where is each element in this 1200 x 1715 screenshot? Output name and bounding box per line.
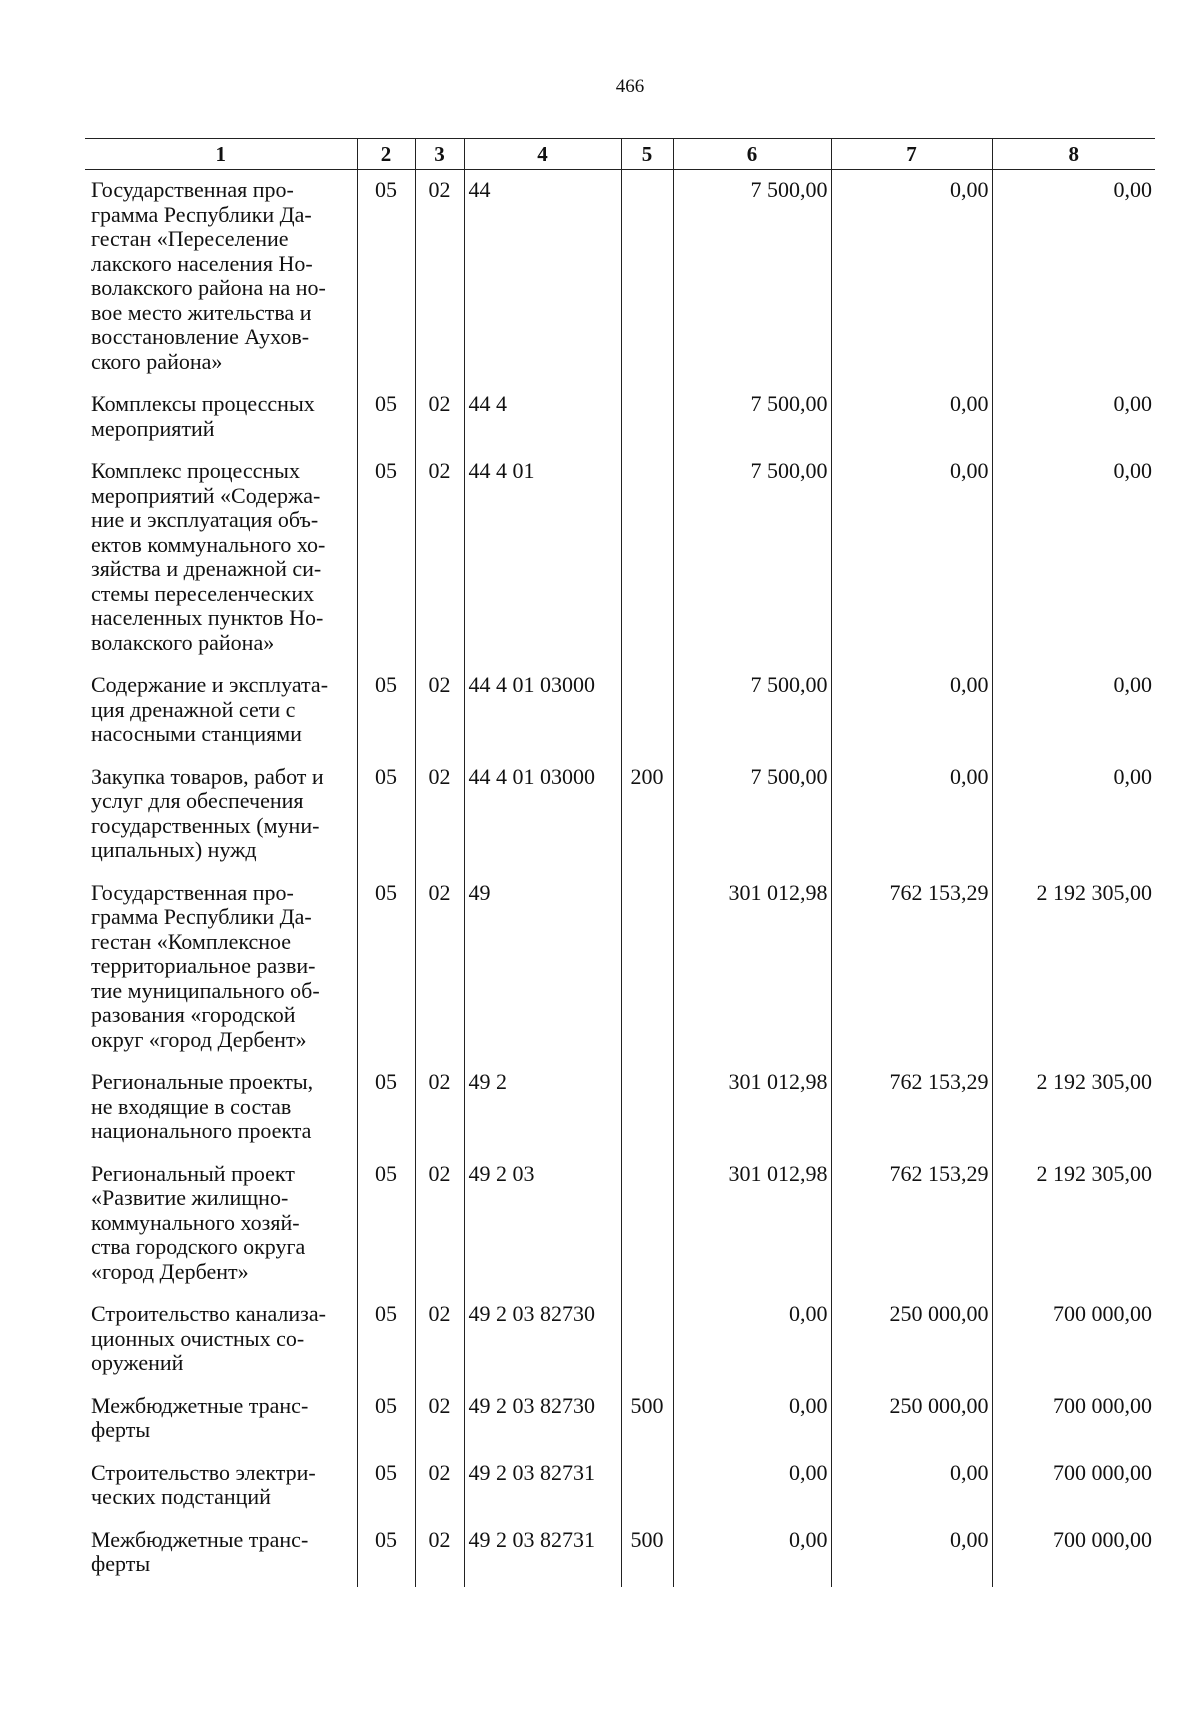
amount-col8: 700 000,00 xyxy=(992,1453,1155,1520)
table-row xyxy=(85,451,1155,665)
table-row xyxy=(85,757,1155,873)
amount-col7: 250 000,00 xyxy=(831,1294,992,1386)
section-code: 05 xyxy=(357,1154,415,1295)
row-name-line: Комплексы процессных xyxy=(91,391,315,416)
row-name-line: ского района» xyxy=(91,348,223,374)
row-name-line: Межбюджетные транс- xyxy=(91,1392,309,1418)
row-name-line: ционных очистных со- xyxy=(91,1325,305,1351)
subsection-code: 02 xyxy=(415,451,464,665)
row-name-line: Региональный проект xyxy=(91,1160,295,1186)
row-name-line: мероприятий xyxy=(91,415,215,441)
amount-col8: 2 192 305,00 xyxy=(992,1154,1155,1295)
row-name-line: не входящие в состав xyxy=(91,1093,292,1119)
row-name xyxy=(85,1294,357,1386)
subsection-code: 02 xyxy=(415,1154,464,1295)
column-header-3: 3 xyxy=(415,139,464,170)
amount-col8: 0,00 xyxy=(992,665,1155,757)
row-name-line: мероприятий «Содержа- xyxy=(91,482,321,508)
target-article-code: 44 4 01 03000 xyxy=(464,757,621,873)
amount-col7: 762 153,29 xyxy=(831,1062,992,1154)
amount-col6: 301 012,98 xyxy=(673,1154,831,1295)
expense-type-code xyxy=(621,873,673,1063)
amount-col8: 700 000,00 xyxy=(992,1520,1155,1587)
target-article-code: 49 2 03 xyxy=(464,1154,621,1295)
amount-col7: 762 153,29 xyxy=(831,1154,992,1295)
amount-col7: 0,00 xyxy=(831,665,992,757)
row-name-line: национального проекта xyxy=(91,1118,312,1143)
section-code: 05 xyxy=(357,384,415,451)
target-article-code: 49 2 03 82730 xyxy=(464,1386,621,1453)
row-name-line: коммунального хозяй- xyxy=(91,1209,300,1235)
amount-col6: 0,00 xyxy=(673,1294,831,1386)
amount-col8: 0,00 xyxy=(992,384,1155,451)
row-name-line: Региональные проекты, xyxy=(91,1069,314,1094)
row-name xyxy=(85,384,357,451)
section-code: 05 xyxy=(357,665,415,757)
amount-col6: 7 500,00 xyxy=(673,170,831,385)
row-name-line: разования «городской xyxy=(91,1002,296,1027)
expense-type-code xyxy=(621,665,673,757)
subsection-code: 02 xyxy=(415,873,464,1063)
table-row xyxy=(85,170,1155,385)
budget-table xyxy=(85,138,1155,1587)
amount-col8: 700 000,00 xyxy=(992,1294,1155,1386)
target-article-code: 49 xyxy=(464,873,621,1063)
row-name-line: насосными станциями xyxy=(91,721,302,746)
target-article-code: 44 xyxy=(464,170,621,385)
row-name xyxy=(85,451,357,665)
target-article-code: 44 4 xyxy=(464,384,621,451)
amount-col6: 7 500,00 xyxy=(673,451,831,665)
amount-col6: 0,00 xyxy=(673,1386,831,1453)
header-row xyxy=(85,139,1155,170)
row-name-line: Межбюджетные транс- xyxy=(91,1526,309,1552)
amount-col6: 301 012,98 xyxy=(673,873,831,1063)
row-name-line: ферты xyxy=(91,1417,151,1442)
row-name xyxy=(85,1453,357,1520)
column-header-8: 8 xyxy=(992,139,1155,170)
amount-col7: 762 153,29 xyxy=(831,873,992,1063)
amount-col8: 2 192 305,00 xyxy=(992,1062,1155,1154)
row-name-line: волакского района на но- xyxy=(91,275,326,300)
row-name-line: Содержание и эксплуата- xyxy=(91,672,329,697)
section-code: 05 xyxy=(357,1294,415,1386)
row-name xyxy=(85,873,357,1063)
table-row xyxy=(85,1520,1155,1587)
section-code: 05 xyxy=(357,1520,415,1587)
row-name-line: тие муниципального об- xyxy=(91,977,320,1003)
row-name-line: ферты xyxy=(91,1551,151,1576)
subsection-code: 02 xyxy=(415,757,464,873)
row-name-line: ципальных) нужд xyxy=(91,837,257,862)
amount-col6: 7 500,00 xyxy=(673,384,831,451)
target-article-code: 44 4 01 03000 xyxy=(464,665,621,757)
row-name-line: территориальное разви- xyxy=(91,953,316,978)
row-name xyxy=(85,665,357,757)
expense-type-code xyxy=(621,384,673,451)
table-row xyxy=(85,1154,1155,1295)
row-name-line: Государственная про- xyxy=(91,879,294,905)
expense-type-code xyxy=(621,1062,673,1154)
row-name-line: оружений xyxy=(91,1350,184,1375)
target-article-code: 49 2 03 82731 xyxy=(464,1520,621,1587)
amount-col6: 7 500,00 xyxy=(673,665,831,757)
expense-type-code: 500 xyxy=(621,1386,673,1453)
amount-col8: 0,00 xyxy=(992,757,1155,873)
row-name-line: стемы переселенческих xyxy=(91,580,315,606)
subsection-code: 02 xyxy=(415,1062,464,1154)
target-article-code: 44 4 01 xyxy=(464,451,621,665)
section-code: 05 xyxy=(357,757,415,873)
amount-col6: 0,00 xyxy=(673,1453,831,1520)
row-name-line: услуг для обеспечения xyxy=(91,788,304,813)
row-name-line: ства городского округа xyxy=(91,1234,306,1259)
section-code: 05 xyxy=(357,451,415,665)
amount-col8: 700 000,00 xyxy=(992,1386,1155,1453)
row-name-line: населенных пунктов Но- xyxy=(91,605,324,630)
amount-col7: 0,00 xyxy=(831,451,992,665)
row-name xyxy=(85,757,357,873)
row-name-line: ектов коммунального хо- xyxy=(91,531,326,557)
amount-col6: 0,00 xyxy=(673,1520,831,1587)
amount-col6: 301 012,98 xyxy=(673,1062,831,1154)
subsection-code: 02 xyxy=(415,170,464,385)
row-name-line: «город Дербент» xyxy=(91,1258,249,1284)
column-header-1: 1 xyxy=(85,139,357,170)
expense-type-code xyxy=(621,1453,673,1520)
row-name-line: ческих подстанций xyxy=(91,1484,271,1509)
table-body xyxy=(85,170,1155,1587)
expense-type-code xyxy=(621,1294,673,1386)
table-row xyxy=(85,1062,1155,1154)
row-name-line: округ «город Дербент» xyxy=(91,1026,307,1052)
table-row xyxy=(85,873,1155,1063)
amount-col7: 0,00 xyxy=(831,170,992,385)
amount-col8: 0,00 xyxy=(992,170,1155,385)
row-name-line: Строительство электри- xyxy=(91,1459,316,1485)
row-name-line: зяйства и дренажной си- xyxy=(91,556,322,581)
expense-type-code xyxy=(621,451,673,665)
column-header-7: 7 xyxy=(831,139,992,170)
subsection-code: 02 xyxy=(415,384,464,451)
row-name xyxy=(85,1154,357,1295)
row-name-line: ние и эксплуатация объ- xyxy=(91,507,319,532)
amount-col7: 0,00 xyxy=(831,1453,992,1520)
subsection-code: 02 xyxy=(415,665,464,757)
column-header-2: 2 xyxy=(357,139,415,170)
subsection-code: 02 xyxy=(415,1520,464,1587)
section-code: 05 xyxy=(357,1062,415,1154)
row-name-line: государственных (муни- xyxy=(91,812,320,838)
table-row xyxy=(85,384,1155,451)
amount-col7: 0,00 xyxy=(831,384,992,451)
row-name xyxy=(85,1520,357,1587)
page-number: 466 xyxy=(615,76,645,97)
row-name xyxy=(85,1062,357,1154)
table-row xyxy=(85,1294,1155,1386)
amount-col7: 0,00 xyxy=(831,1520,992,1587)
amount-col8: 0,00 xyxy=(992,451,1155,665)
amount-col7: 250 000,00 xyxy=(831,1386,992,1453)
amount-col6: 7 500,00 xyxy=(673,757,831,873)
expense-type-code: 200 xyxy=(621,757,673,873)
row-name-line: волакского района» xyxy=(91,629,275,655)
row-name-line: Государственная про- xyxy=(91,177,294,202)
column-header-6: 6 xyxy=(673,139,831,170)
row-name-line: лакского населения Но- xyxy=(91,250,313,276)
column-header-4: 4 xyxy=(464,139,621,170)
row-name xyxy=(85,1386,357,1453)
expense-type-code xyxy=(621,1154,673,1295)
target-article-code: 49 2 03 82730 xyxy=(464,1294,621,1386)
expense-type-code: 500 xyxy=(621,1520,673,1587)
row-name-line: грамма Республики Да- xyxy=(91,201,312,227)
row-name-line: Комплекс процессных xyxy=(91,458,300,483)
row-name-line: восстановление Аухов- xyxy=(91,324,310,349)
section-code: 05 xyxy=(357,170,415,385)
table-header xyxy=(85,139,1155,170)
section-code: 05 xyxy=(357,1453,415,1520)
table-row xyxy=(85,1386,1155,1453)
row-name-line: «Развитие жилищно- xyxy=(91,1185,289,1210)
amount-col8: 2 192 305,00 xyxy=(992,873,1155,1063)
amount-col7: 0,00 xyxy=(831,757,992,873)
row-name-line: гестан «Комплексное xyxy=(91,928,292,954)
table-row xyxy=(85,1453,1155,1520)
row-name-line: ция дренажной сети с xyxy=(91,696,296,722)
row-name-line: Закупка товаров, работ и xyxy=(91,763,324,789)
subsection-code: 02 xyxy=(415,1294,464,1386)
expense-type-code xyxy=(621,170,673,385)
target-article-code: 49 2 xyxy=(464,1062,621,1154)
row-name-line: грамма Республики Да- xyxy=(91,904,312,929)
subsection-code: 02 xyxy=(415,1453,464,1520)
column-header-5: 5 xyxy=(621,139,673,170)
row-name-line: гестан «Переселение xyxy=(91,226,289,251)
target-article-code: 49 2 03 82731 xyxy=(464,1453,621,1520)
section-code: 05 xyxy=(357,873,415,1063)
row-name xyxy=(85,170,357,385)
section-code: 05 xyxy=(357,1386,415,1453)
row-name-line: вое место жительства и xyxy=(91,299,312,325)
row-name-line: Строительство канализа- xyxy=(91,1301,326,1326)
table-row xyxy=(85,665,1155,757)
subsection-code: 02 xyxy=(415,1386,464,1453)
